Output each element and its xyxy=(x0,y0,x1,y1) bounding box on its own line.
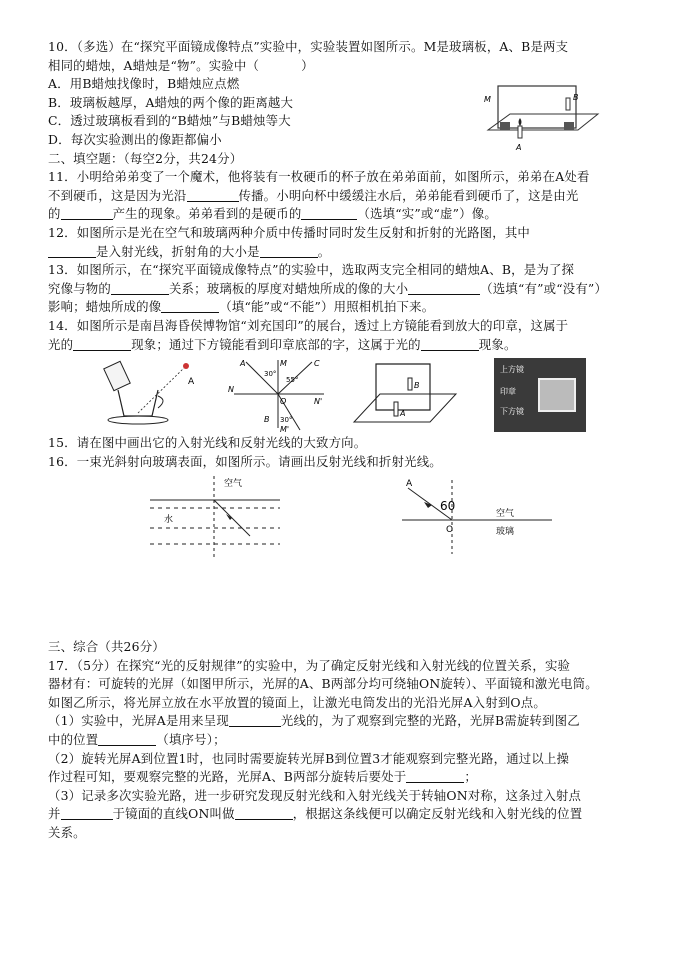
label-b: B xyxy=(573,93,579,102)
answer-blank[interactable] xyxy=(98,732,156,746)
answer-blank[interactable] xyxy=(73,337,131,351)
q16-text: 16．一束光斜射向玻璃表面，如图所示。请画出反射光线和折射光线。 xyxy=(48,453,442,469)
answer-blank[interactable] xyxy=(408,281,480,295)
label-a: A xyxy=(406,479,413,489)
q10-option-d: D．每次实验测出的像距都偏小 xyxy=(48,131,222,147)
answer-blank[interactable] xyxy=(406,769,464,783)
label-top-mirror: 上方镜 xyxy=(500,365,524,374)
q15-text: 15．请在图中画出它的入射光线和反射光线的大致方向。 xyxy=(48,435,367,450)
q17-part1-line2: 中的位置 （填序号）； xyxy=(48,731,226,747)
answer-blank[interactable] xyxy=(111,281,169,295)
answer-blank[interactable] xyxy=(48,244,96,258)
answer-blank[interactable] xyxy=(187,188,239,202)
q15-figure xyxy=(150,472,280,558)
answer-blank[interactable] xyxy=(301,206,357,220)
ray-ao xyxy=(246,362,278,394)
ray-diagram-figure xyxy=(228,356,328,432)
label-a: A xyxy=(240,359,246,368)
cup-handle xyxy=(158,396,163,408)
q10-figure xyxy=(478,72,608,152)
plate-stand xyxy=(500,122,510,130)
label-o: O xyxy=(446,525,454,535)
flame-icon xyxy=(519,118,522,126)
plate-stand xyxy=(564,122,574,130)
q17-line1: 17．（5分）在探究“光的反射规律”的实验中，为了确定反射光线和入射光线的位置关系，实验 xyxy=(48,657,571,673)
label-a: A xyxy=(516,143,522,152)
cup xyxy=(118,390,158,416)
label-air: 空气 xyxy=(496,509,515,519)
q11-line3: 的 产生的现象。弟弟看到的是硬币的 （选填“实”或“虚”）像。 xyxy=(48,206,497,222)
candle-b xyxy=(408,378,412,390)
section-three xyxy=(48,638,660,843)
q10-line2: 相同的蜡烛，A蜡烛是“物”。实验中（ ） xyxy=(48,57,314,73)
label-air: 空气 xyxy=(224,479,243,489)
label-m: M xyxy=(484,95,491,104)
q10-option-a: A．用B蜡烛找像时，B蜡烛应点燃 xyxy=(48,76,240,92)
label-m-prime: M' xyxy=(280,425,290,432)
q11-line1: 11．小明给弟弟变了一个魔术，他将装有一枚硬币的杯子放在弟弟面前，如图所示，弟弟在A处看 xyxy=(48,169,590,185)
q17-part2-line1: （2）旋转光屏A到位置1时，也同时需要旋转光屏B到位置3才能观察到完整光路，通过以上操 xyxy=(48,750,570,766)
label-glass: 玻璃 xyxy=(496,527,515,537)
section-three-heading: 三、综合（共26分） xyxy=(48,639,165,654)
answer-blank[interactable] xyxy=(61,206,113,220)
label-water: 水 xyxy=(164,515,174,525)
angle-30-lower: 30° xyxy=(280,416,293,424)
q17-part3-line1: （3）记录多次实验光路，进一步研究发现反射光线和入射光线关于转轴ON对称，这条过入射点 xyxy=(48,787,582,803)
q13-line3: 影响；蜡烛所成的像 （填“能”或“不能”）用照相机拍下来。 xyxy=(48,299,435,315)
label-b: B xyxy=(264,415,270,424)
section-two-heading: 二、填空题：（每空2分，共24分） xyxy=(48,150,243,166)
label-bottom-mirror: 下方镜 xyxy=(500,407,524,416)
q10-option-b: B．玻璃板越厚，A蜡烛的两个像的距离越大 xyxy=(48,94,294,110)
q10-option-c: C．透过玻璃板看到的“B蜡烛”与B蜡烛等大 xyxy=(48,113,291,129)
q17-line3: 如图乙所示，将光屏立放在水平放置的镜面上，让激光电筒发出的光沿光屏A入射到O点。 xyxy=(48,694,546,710)
q17-part3-line2: 并 于镜面的直线ON叫做 ，根据这条线便可以确定反射光线和入射光线的位置 xyxy=(48,806,583,822)
q12-line1: 12．如图所示是光在空气和玻璃两种介质中传播时同时发生反射和折射的光路图，其中 xyxy=(48,224,531,240)
q17-part3-line3: 关系。 xyxy=(48,824,86,840)
eye-point xyxy=(183,363,189,369)
sight-line xyxy=(138,366,186,413)
answer-blank[interactable] xyxy=(229,713,281,727)
q13-line1: 13．如图所示，在“探究平面镜成像特点”的实验中，选取两支完全相同的蜡烛A、B，是为了探 xyxy=(48,262,575,278)
glass-plate xyxy=(498,86,576,128)
angle-30: 30° xyxy=(264,370,277,378)
q17-line2: 器材有：可旋转的光屏（如图甲所示，光屏的A、B两部分均可绕轴ON旋转）、平面镜和激光电筒。 xyxy=(48,676,598,692)
museum-photo xyxy=(494,358,586,432)
label-b: B xyxy=(414,381,420,390)
saucer xyxy=(108,416,168,424)
q12-line2: 是入射光线，折射角的大小是 。 xyxy=(48,243,660,262)
candle-a xyxy=(394,402,398,416)
q17-part2-line2: 作过程可知，要观察完整的光路，光屏A、B两部分旋转后要处于 ； xyxy=(48,769,477,785)
label-m: M xyxy=(280,359,287,368)
label-seal: 印章 xyxy=(500,387,516,396)
label-n-prime: N' xyxy=(314,397,323,406)
answer-blank[interactable] xyxy=(61,806,113,820)
glass-plate xyxy=(376,364,430,410)
q10-line1: 10．（多选）在“探究平面镜成像特点”实验中，实验装置如图所示。M是玻璃板，A、B是两支 xyxy=(48,39,569,54)
answer-blank[interactable] xyxy=(421,337,479,351)
water-jug xyxy=(104,361,130,390)
answer-blank[interactable] xyxy=(161,299,219,313)
label-a: A xyxy=(400,409,406,418)
q16-figure xyxy=(402,476,552,556)
label-n: N xyxy=(228,385,234,394)
q11-line2: 不到硬币，这是因为光沿 传播。小明向杯中缓缓注水后，弟弟能看到硬币了，这是由光 xyxy=(48,187,579,203)
candle-b xyxy=(566,98,570,110)
label-o: O xyxy=(280,397,287,406)
q13-line2: 究像与物的 关系；玻璃板的厚度对蜡烛所成的像的大小 （选填“有”或“没有”） xyxy=(48,280,608,296)
q14-line2: 光的 现象；通过下方镜能看到印章底部的字，这属于光的 现象。 xyxy=(48,336,517,352)
answer-blank[interactable] xyxy=(235,806,293,820)
q17-part1-line1: （1）实验中，光屏A是用来呈现 光线的，为了观察到完整的光路，光屏B需旋转到图乙 xyxy=(48,713,580,729)
candle-a xyxy=(518,126,522,138)
label-a: A xyxy=(188,377,195,387)
seal-image xyxy=(538,378,576,412)
angle-55: 55° xyxy=(286,376,299,384)
q15-q16-block xyxy=(48,434,660,471)
label-c: C xyxy=(314,359,320,368)
angle-60: 60 xyxy=(440,499,456,513)
cup-coin-figure xyxy=(100,358,200,428)
q14-line1: 14．如图所示是南昌海昏侯博物馆“刘充国印”的展台，透过上方镜能看到放大的印章，这属于 xyxy=(48,317,569,333)
mirror-setup-figure xyxy=(350,358,460,432)
answer-blank[interactable] xyxy=(260,244,318,258)
